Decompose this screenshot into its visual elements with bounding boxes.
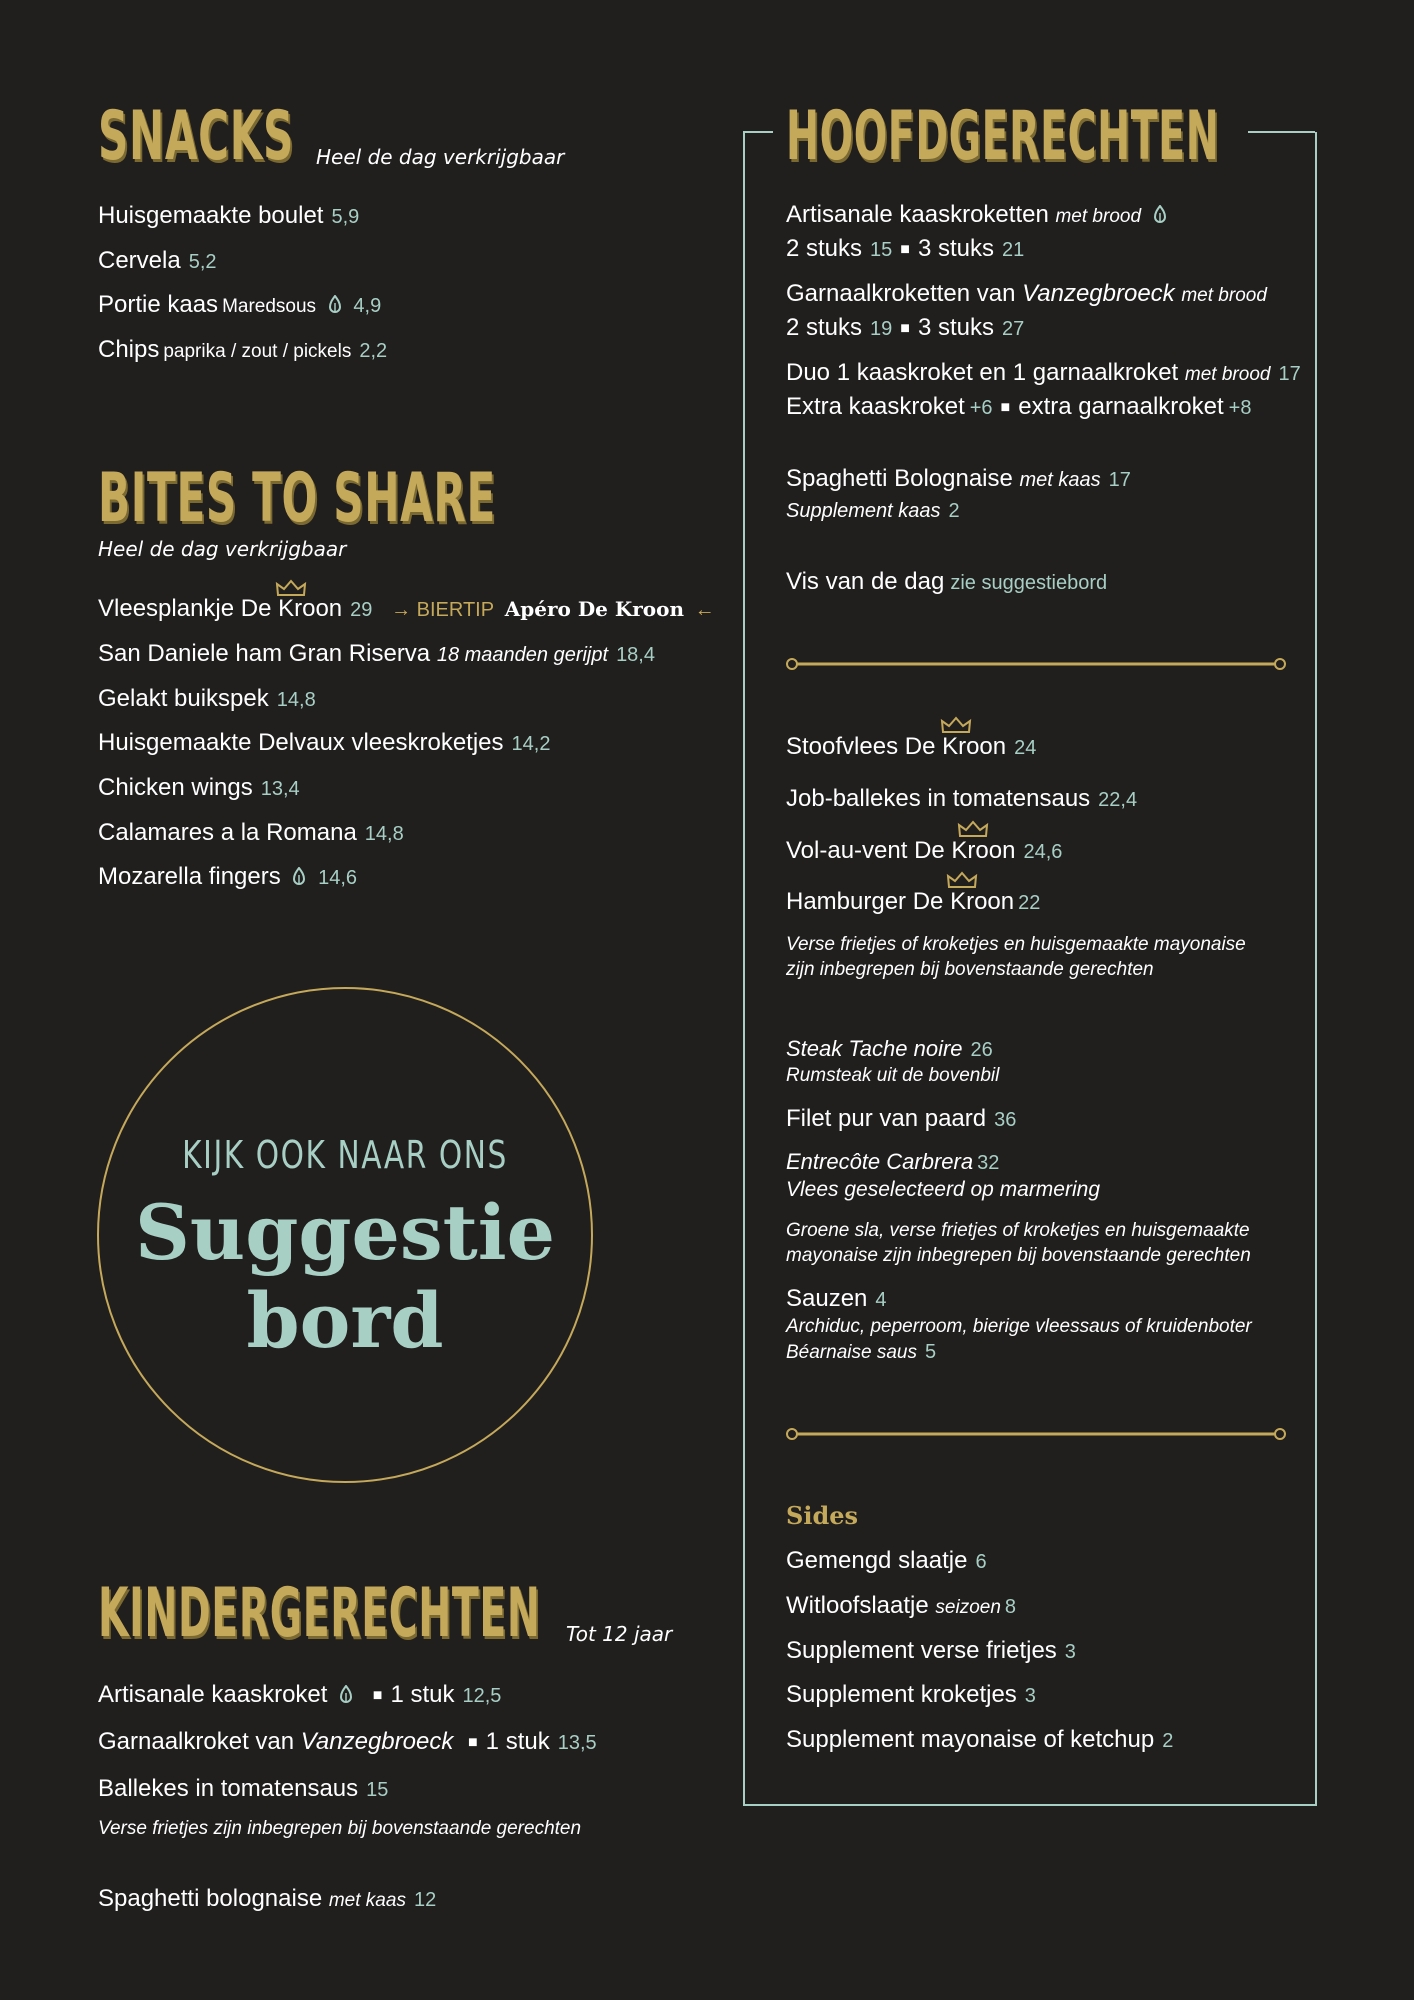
menu-item: San Daniele ham Gran Riserva 18 maanden gerijpt 18,4 (98, 640, 655, 667)
menu-item: Stoofvlees De Kroon 24 (786, 733, 1037, 760)
menu-item-qty: 2 stuks 19 ■ 3 stuks 27 (786, 314, 1025, 341)
menu-item: Duo 1 kaaskroket en 1 garnaalkroket met brood 17 (786, 359, 1301, 386)
menu-item: Filet pur van paard 36 (786, 1105, 1017, 1132)
kinder-subtitle: Tot 12 jaar (566, 1622, 673, 1646)
divider (786, 1427, 1286, 1441)
menu-item-desc: Béarnaise saus 5 (786, 1341, 937, 1363)
menu-item-desc: Archiduc, peperroom, bierige vleessaus of kruidenboter (786, 1316, 1252, 1337)
menu-item: Vleesplankje De Kroon 29 → BIERTIP Apéro De Kroon ← (98, 595, 715, 622)
menu-item: Garnaalkroketten van Vanzegbroeck met brood (786, 280, 1267, 307)
menu-item: Cervela 5,2 (98, 247, 217, 274)
menu-note: Groene sla, verse frietjes of kroketjes en huisgemaakte (786, 1220, 1250, 1241)
menu-item: Ballekes in tomatensaus 15 (98, 1775, 389, 1802)
snacks-heading: SNACKS (98, 97, 294, 176)
snacks-subtitle: Heel de dag verkrijgbaar (316, 145, 565, 169)
menu-note: mayonaise zijn inbegrepen bij bovenstaande gerechten (786, 1245, 1251, 1266)
menu-item: Witloofslaatje seizoen 8 (786, 1592, 1017, 1619)
menu-item: Entrecôte Carbrera 32 (786, 1149, 1000, 1174)
suggestie-kicker: KIJK OOK NAAR ONS (182, 1133, 508, 1177)
menu-item: Supplement kroketjes 3 (786, 1681, 1036, 1708)
menu-item-supplement: Supplement kaas 2 (786, 500, 960, 522)
menu-item: Chicken wings 13,4 (98, 774, 300, 801)
menu-note: zijn inbegrepen bij bovenstaande gerechten (786, 959, 1154, 980)
menu-item: Supplement verse frietjes 3 (786, 1637, 1076, 1664)
biertip-beer: Apéro De Kroon (504, 597, 684, 621)
leaf-icon (1154, 205, 1166, 223)
suggestie-title: Suggestie (135, 1188, 555, 1277)
leaf-icon (340, 1685, 352, 1703)
menu-item: Huisgemaakte Delvaux vleeskroketjes 14,2 (98, 729, 551, 756)
hoofd-heading: HOOFDGERECHTEN (786, 97, 1220, 176)
menu-item: Artisanale kaaskroketten met brood (786, 200, 1172, 232)
menu-item: Supplement mayonaise of ketchup 2 (786, 1726, 1174, 1753)
leaf-icon (329, 295, 341, 313)
menu-item: Gemengd slaatje 6 (786, 1547, 987, 1574)
menu-item: Spaghetti Bolognaise met kaas 17 (786, 465, 1131, 492)
menu-item: Job-ballekes in tomatensaus 22,4 (786, 785, 1138, 812)
frame-edge (1248, 131, 1315, 133)
suggestie-title-2: bord (246, 1276, 444, 1365)
menu-item: Artisanale kaaskroket ■ 1 stuk 12,5 (98, 1681, 502, 1708)
sides-heading: Sides (786, 1501, 859, 1530)
menu-item-desc: Rumsteak uit de bovenbil (786, 1065, 1000, 1086)
menu-item: Sauzen 4 (786, 1285, 887, 1312)
bites-heading: BITES TO SHARE (98, 459, 496, 538)
kinder-heading: KINDERGERECHTEN (98, 1574, 541, 1653)
menu-item: Steak Tache noire 26 (786, 1036, 993, 1061)
menu-item: Spaghetti bolognaise met kaas 12 (98, 1885, 437, 1912)
menu-item: Garnaalkroket van Vanzegbroeck ■ 1 stuk 13,5 (98, 1728, 597, 1755)
divider (786, 657, 1286, 671)
menu-item: Gelakt buikspek 14,8 (98, 685, 316, 712)
leaf-icon (293, 867, 305, 885)
menu-item-desc: Vlees geselecteerd op marmering (786, 1178, 1100, 1201)
menu-note: Verse frietjes of kroketjes en huisgemaakte mayonaise (786, 934, 1246, 955)
bites-subtitle: Heel de dag verkrijgbaar (98, 537, 347, 561)
bullet-icon: ■ (372, 1686, 383, 1704)
kinder-footnote: Verse frietjes zijn inbegrepen bij bovenstaande gerechten (98, 1818, 582, 1839)
menu-item: Huisgemaakte boulet 5,9 (98, 202, 360, 229)
menu-item: Mozarella fingers 14,6 (98, 863, 358, 890)
biertip-label: → BIERTIP (391, 599, 495, 621)
menu-item: Hamburger De Kroon 22 (786, 888, 1041, 915)
frame-edge (743, 131, 773, 133)
menu-item: Vis van de dag zie suggestiebord (786, 568, 1108, 595)
menu-item: Calamares a la Romana 14,8 (98, 819, 404, 846)
menu-item: Vol-au-vent De Kroon 24,6 (786, 837, 1063, 864)
menu-item-qty: 2 stuks 15 ■ 3 stuks 21 (786, 235, 1025, 262)
bullet-icon: ■ (468, 1733, 478, 1751)
menu-item: Chips paprika / zout / pickels 2,2 (98, 336, 388, 363)
menu-item-extra: Extra kaaskroket +6 ■ extra garnaalkroket +8 (786, 393, 1252, 420)
menu-item: Portie kaas Maredsous 4,9 (98, 291, 382, 318)
